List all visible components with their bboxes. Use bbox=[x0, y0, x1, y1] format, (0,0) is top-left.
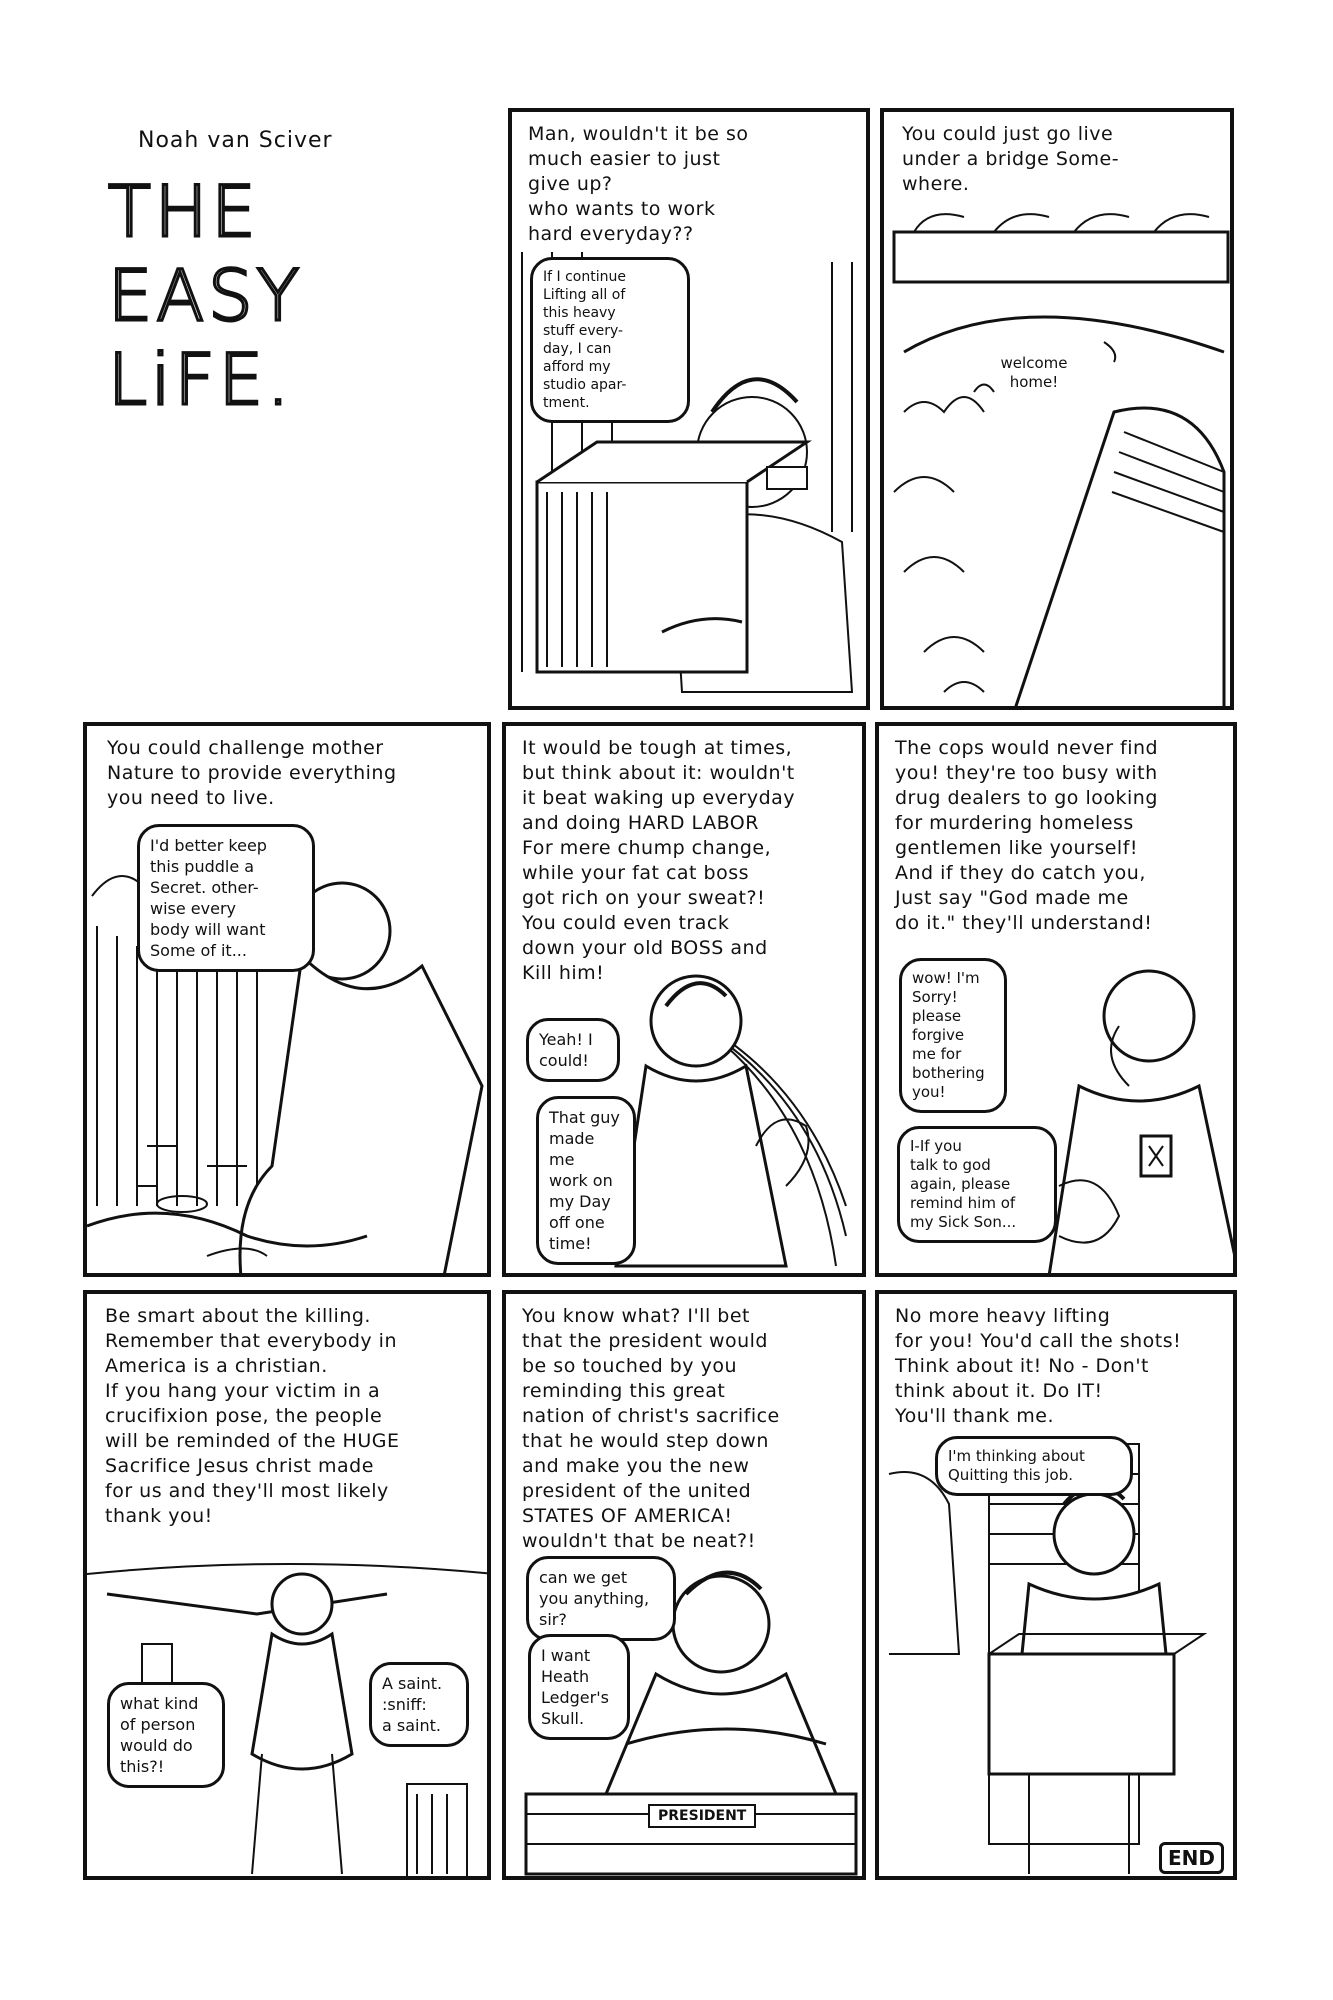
title-line-3: LiFE. bbox=[108, 339, 294, 421]
panel-1-narration: Man, wouldn't it be so much easier to just give up? who wants to work hard everyday?? bbox=[528, 123, 749, 245]
panel-2 bbox=[880, 108, 1234, 710]
panel-6-narration: Be smart about the killing. Remember that everybody in America is a christian. If you hang your victim in a crucifixion pose, the people will be reminded of the HUGE Sacrifice Jesus christ made for us and they'll most likely thank you! bbox=[105, 1305, 400, 1527]
title-line-2: EASY bbox=[108, 255, 304, 337]
title-line-1: THE bbox=[108, 171, 260, 253]
panel-5 bbox=[875, 722, 1237, 1277]
panel-2-narration: You could just go live under a bridge Some- where. bbox=[902, 123, 1120, 195]
comic-title bbox=[108, 170, 303, 422]
panel-7 bbox=[502, 1290, 866, 1880]
end-label: END bbox=[1159, 1842, 1224, 1874]
panel-2-label: welcome home! bbox=[1000, 354, 1068, 391]
panel-6 bbox=[83, 1290, 491, 1880]
panel-7-narration: You know what? I'll bet that the president would be so touched by you reminding this great nation of christ's sacrifice that he would step down and make you the new president of the united STATES OF AMERICA! wouldn't that be neat?! bbox=[522, 1305, 780, 1552]
panel-4-narration: It would be tough at times, but think about it: wouldn't it beat waking up everyday and doing HARD LABOR For mere chump change, while your fat cat boss got rich on your sweat?! You could even track down your old BOSS and Kill him! bbox=[522, 737, 796, 984]
panel-4-speech-bubble-2: That guy made me work on my Day off one time! bbox=[536, 1096, 636, 1265]
panel-1 bbox=[508, 108, 870, 710]
panel-4-speech-bubble-1: Yeah! I could! bbox=[526, 1018, 620, 1082]
panel-7-speech-bubble-1: can we get you anything, sir? bbox=[526, 1556, 676, 1641]
panel-1-speech-bubble: If I continue Lifting all of this heavy stuff every- day, I can afford my studio apar- tment. bbox=[530, 257, 690, 423]
panel-5-speech-bubble-1: wow! I'm Sorry! please forgive me for bothering you! bbox=[899, 958, 1007, 1113]
panel-7-speech-bubble-2: I want Heath Ledger's Skull. bbox=[528, 1634, 630, 1740]
panel-5-narration: The cops would never find you! they're too busy with drug dealers to go looking for murdering homeless gentlemen like yourself! And if they do catch you, Just say "God made me do it." they'll understand! bbox=[895, 737, 1159, 934]
panel-3-speech-bubble: I'd better keep this puddle a Secret. other- wise every body will want Some of it... bbox=[137, 824, 315, 972]
panel-8-narration: No more heavy lifting for you! You'd call the shots! Think about it! No - Don't think about it. Do IT! You'll thank me. bbox=[895, 1305, 1182, 1427]
panel-6-speech-bubble-2: A saint. :sniff: a saint. bbox=[369, 1662, 469, 1747]
panel-8-speech-bubble: I'm thinking about Quitting this job. bbox=[935, 1436, 1133, 1496]
author-credit: Noah van Sciver bbox=[138, 128, 333, 153]
president-desk-sign: PRESIDENT bbox=[648, 1804, 756, 1828]
panel-6-speech-bubble-1: what kind of person would do this?! bbox=[107, 1682, 225, 1788]
panel-3 bbox=[83, 722, 491, 1277]
panel-3-narration: You could challenge mother Nature to provide everything you need to live. bbox=[107, 737, 397, 809]
panel-2-art bbox=[884, 112, 1234, 710]
panel-8 bbox=[875, 1290, 1237, 1880]
panel-5-speech-bubble-2: I-If you talk to god again, please remind him of my Sick Son... bbox=[897, 1126, 1057, 1243]
panel-4 bbox=[502, 722, 866, 1277]
